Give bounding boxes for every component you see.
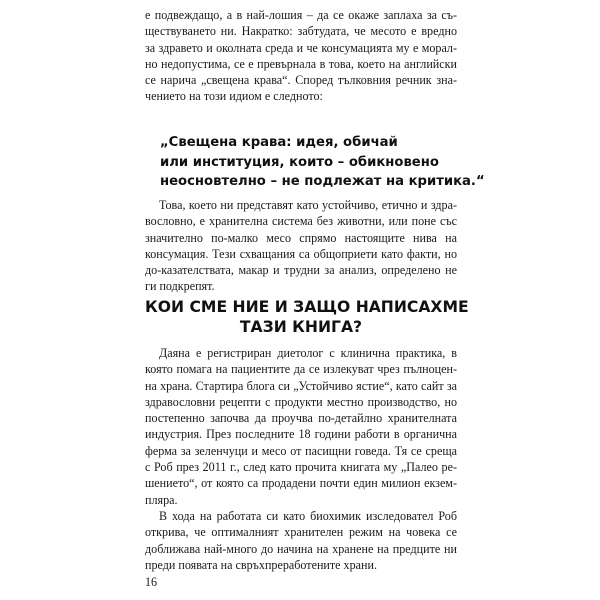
heading-line: ТАЗИ КНИГА? [239, 317, 363, 336]
text-line: ществуването ни. Накратко: забтудата, че месото е вредно [145, 24, 457, 39]
text-line: за здравето и околната среда и че консумацията му е морал- [145, 40, 457, 55]
paragraph-intro [145, 7, 457, 105]
text-line: но недопустима, се е превърнала в това, което на английски [145, 56, 457, 71]
text-line: чението на този идиом е следното: [145, 89, 323, 104]
paragraph-rob: В хода на работата си като биохимик изследовател Роб открива, че оптималният хранителен режим на човека се доближава най-много до начина на хранене на предците ни преди появата на свръхпреработените храни. [145, 509, 457, 572]
section-heading [145, 298, 469, 337]
text-line: е подвеждащо, а в най-лошия – да се окаже заплаха за съ- [145, 8, 457, 22]
text-line: се нарича „свещена крава“. Според тълковния речник зна- [145, 73, 457, 88]
quote-line: неосновтелно – не подлежат на критика.“ [160, 174, 485, 189]
heading-line: КОИ СМЕ НИЕ И ЗАЩО НАПИСАХМЕ [145, 298, 469, 316]
definition-quote [160, 133, 485, 192]
quote-line: или институция, които – обикновено [160, 154, 439, 170]
paragraph-sustainable: Това, което ни представят като устойчиво, етично и здра-вословно, е хранителна система без животни, или поне със значително по-малко месо спрямо настоящите нива на консумация. Тези схващания са общоприети като факти, но до-казателствата, макар и трудни за анализ, определено не ги подкрепят. [145, 198, 457, 294]
paragraph-diana: Даяна е регистриран диетолог с клинична практика, в която помага на пациентите да се излекуват чрез пълноцен-на храна. Стартира блога си „Устойчиво ястие“, като сайт за здравословни рецепти с продукти местно производство, но постепенно започва да проучва по-детайлно хранителната индустрия. През последните 18 години работи в органична ферма за зеленчуци и месо от пасищни говеда. Тя се среща с Роб през 2011 г., след като прочита книгата му „Палео ре-шението“, от която са продадени почти един милион екзем-пляра. [145, 346, 457, 507]
page-number: 16 [145, 575, 158, 589]
quote-line: „Свещена крава: идея, обичай [160, 135, 398, 150]
